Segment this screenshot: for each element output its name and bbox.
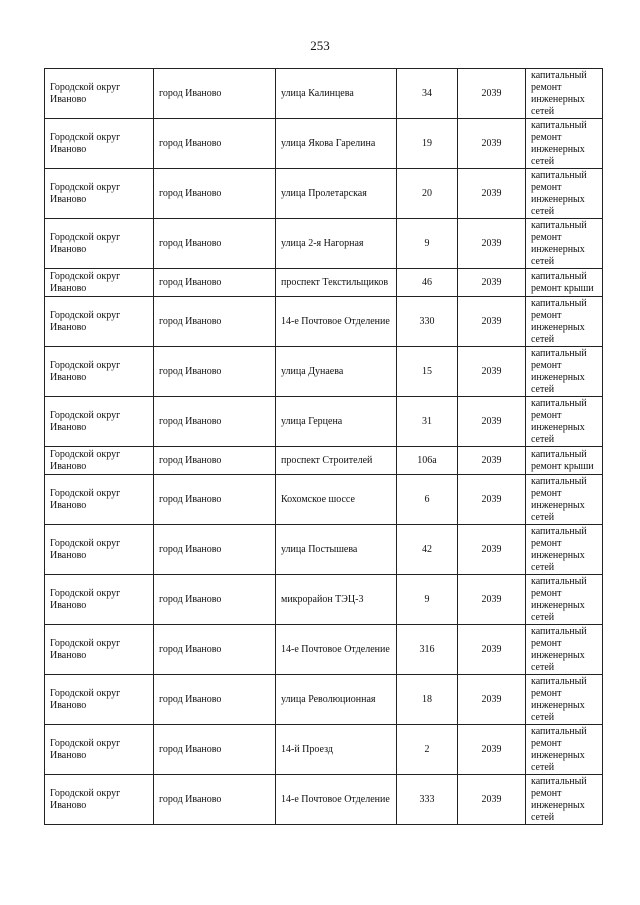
district-cell: Городской округ Иваново [45, 475, 154, 525]
street-cell: улица Якова Гарелина [276, 119, 397, 169]
house-number-cell: 333 [397, 775, 458, 825]
work-type-cell: капитальный ремонт крыши [526, 447, 603, 475]
table-row [45, 269, 603, 297]
work-type-cell: капитальный ремонт инженерных сетей [526, 169, 603, 219]
work-type-cell: капитальный ремонт инженерных сетей [526, 297, 603, 347]
year-cell: 2039 [458, 525, 526, 575]
city-cell: город Иваново [154, 625, 276, 675]
house-number-cell: 2 [397, 725, 458, 775]
table-row [45, 447, 603, 475]
street-cell: 14-е Почтовое Отделение [276, 297, 397, 347]
work-type-cell: капитальный ремонт инженерных сетей [526, 347, 603, 397]
house-number-cell: 330 [397, 297, 458, 347]
work-type-cell: капитальный ремонт инженерных сетей [526, 525, 603, 575]
work-type-cell: капитальный ремонт инженерных сетей [526, 397, 603, 447]
house-number-cell: 18 [397, 675, 458, 725]
year-cell: 2039 [458, 347, 526, 397]
work-type-cell: капитальный ремонт инженерных сетей [526, 675, 603, 725]
year-cell: 2039 [458, 397, 526, 447]
street-cell: 14-е Почтовое Отделение [276, 775, 397, 825]
district-cell: Городской округ Иваново [45, 297, 154, 347]
street-cell: микрорайон ТЭЦ-3 [276, 575, 397, 625]
work-type-cell: капитальный ремонт инженерных сетей [526, 775, 603, 825]
district-cell: Городской округ Иваново [45, 269, 154, 297]
street-cell: улица Герцена [276, 397, 397, 447]
table-row [45, 297, 603, 347]
year-cell: 2039 [458, 219, 526, 269]
street-cell: улица Постышева [276, 525, 397, 575]
table-row [45, 725, 603, 775]
city-cell: город Иваново [154, 297, 276, 347]
street-cell: Кохомское шоссе [276, 475, 397, 525]
city-cell: город Иваново [154, 269, 276, 297]
year-cell: 2039 [458, 625, 526, 675]
work-type-cell: капитальный ремонт инженерных сетей [526, 575, 603, 625]
house-number-cell: 46 [397, 269, 458, 297]
city-cell: город Иваново [154, 397, 276, 447]
city-cell: город Иваново [154, 475, 276, 525]
year-cell: 2039 [458, 269, 526, 297]
city-cell: город Иваново [154, 347, 276, 397]
city-cell: город Иваново [154, 219, 276, 269]
year-cell: 2039 [458, 447, 526, 475]
table-row [45, 675, 603, 725]
city-cell: город Иваново [154, 675, 276, 725]
table-row [45, 219, 603, 269]
house-number-cell: 106а [397, 447, 458, 475]
district-cell: Городской округ Иваново [45, 775, 154, 825]
city-cell: город Иваново [154, 69, 276, 119]
year-cell: 2039 [458, 297, 526, 347]
city-cell: город Иваново [154, 575, 276, 625]
work-type-cell: капитальный ремонт инженерных сетей [526, 625, 603, 675]
table-body [45, 69, 603, 825]
street-cell: улица Дунаева [276, 347, 397, 397]
district-cell: Городской округ Иваново [45, 397, 154, 447]
street-cell: улица Пролетарская [276, 169, 397, 219]
district-cell: Городской округ Иваново [45, 169, 154, 219]
year-cell: 2039 [458, 575, 526, 625]
table-row [45, 397, 603, 447]
district-cell: Городской округ Иваново [45, 725, 154, 775]
city-cell: город Иваново [154, 169, 276, 219]
work-type-cell: капитальный ремонт крыши [526, 269, 603, 297]
year-cell: 2039 [458, 775, 526, 825]
district-cell: Городской округ Иваново [45, 575, 154, 625]
city-cell: город Иваново [154, 119, 276, 169]
district-cell: Городской округ Иваново [45, 675, 154, 725]
housing-repair-table [44, 68, 603, 825]
year-cell: 2039 [458, 475, 526, 525]
work-type-cell: капитальный ремонт инженерных сетей [526, 119, 603, 169]
street-cell: проспект Текстильщиков [276, 269, 397, 297]
street-cell: 14-е Почтовое Отделение [276, 625, 397, 675]
house-number-cell: 19 [397, 119, 458, 169]
house-number-cell: 316 [397, 625, 458, 675]
street-cell: улица Революционная [276, 675, 397, 725]
house-number-cell: 20 [397, 169, 458, 219]
year-cell: 2039 [458, 69, 526, 119]
house-number-cell: 9 [397, 219, 458, 269]
year-cell: 2039 [458, 675, 526, 725]
table-row [45, 69, 603, 119]
year-cell: 2039 [458, 169, 526, 219]
table-row [45, 119, 603, 169]
house-number-cell: 9 [397, 575, 458, 625]
year-cell: 2039 [458, 725, 526, 775]
district-cell: Городской округ Иваново [45, 525, 154, 575]
table-row [45, 575, 603, 625]
street-cell: улица Калинцева [276, 69, 397, 119]
city-cell: город Иваново [154, 447, 276, 475]
table-row [45, 625, 603, 675]
district-cell: Городской округ Иваново [45, 219, 154, 269]
table-row [45, 169, 603, 219]
city-cell: город Иваново [154, 725, 276, 775]
work-type-cell: капитальный ремонт инженерных сетей [526, 475, 603, 525]
street-cell: проспект Строителей [276, 447, 397, 475]
work-type-cell: капитальный ремонт инженерных сетей [526, 725, 603, 775]
district-cell: Городской округ Иваново [45, 69, 154, 119]
district-cell: Городской округ Иваново [45, 447, 154, 475]
house-number-cell: 6 [397, 475, 458, 525]
house-number-cell: 31 [397, 397, 458, 447]
page-number: 253 [310, 38, 330, 53]
city-cell: город Иваново [154, 775, 276, 825]
district-cell: Городской округ Иваново [45, 625, 154, 675]
table-row [45, 775, 603, 825]
work-type-cell: капитальный ремонт инженерных сетей [526, 219, 603, 269]
district-cell: Городской округ Иваново [45, 119, 154, 169]
table-row [45, 347, 603, 397]
house-number-cell: 34 [397, 69, 458, 119]
street-cell: 14-й Проезд [276, 725, 397, 775]
table-row [45, 525, 603, 575]
street-cell: улица 2-я Нагорная [276, 219, 397, 269]
city-cell: город Иваново [154, 525, 276, 575]
house-number-cell: 42 [397, 525, 458, 575]
work-type-cell: капитальный ремонт инженерных сетей [526, 69, 603, 119]
year-cell: 2039 [458, 119, 526, 169]
house-number-cell: 15 [397, 347, 458, 397]
district-cell: Городской округ Иваново [45, 347, 154, 397]
table-row [45, 475, 603, 525]
